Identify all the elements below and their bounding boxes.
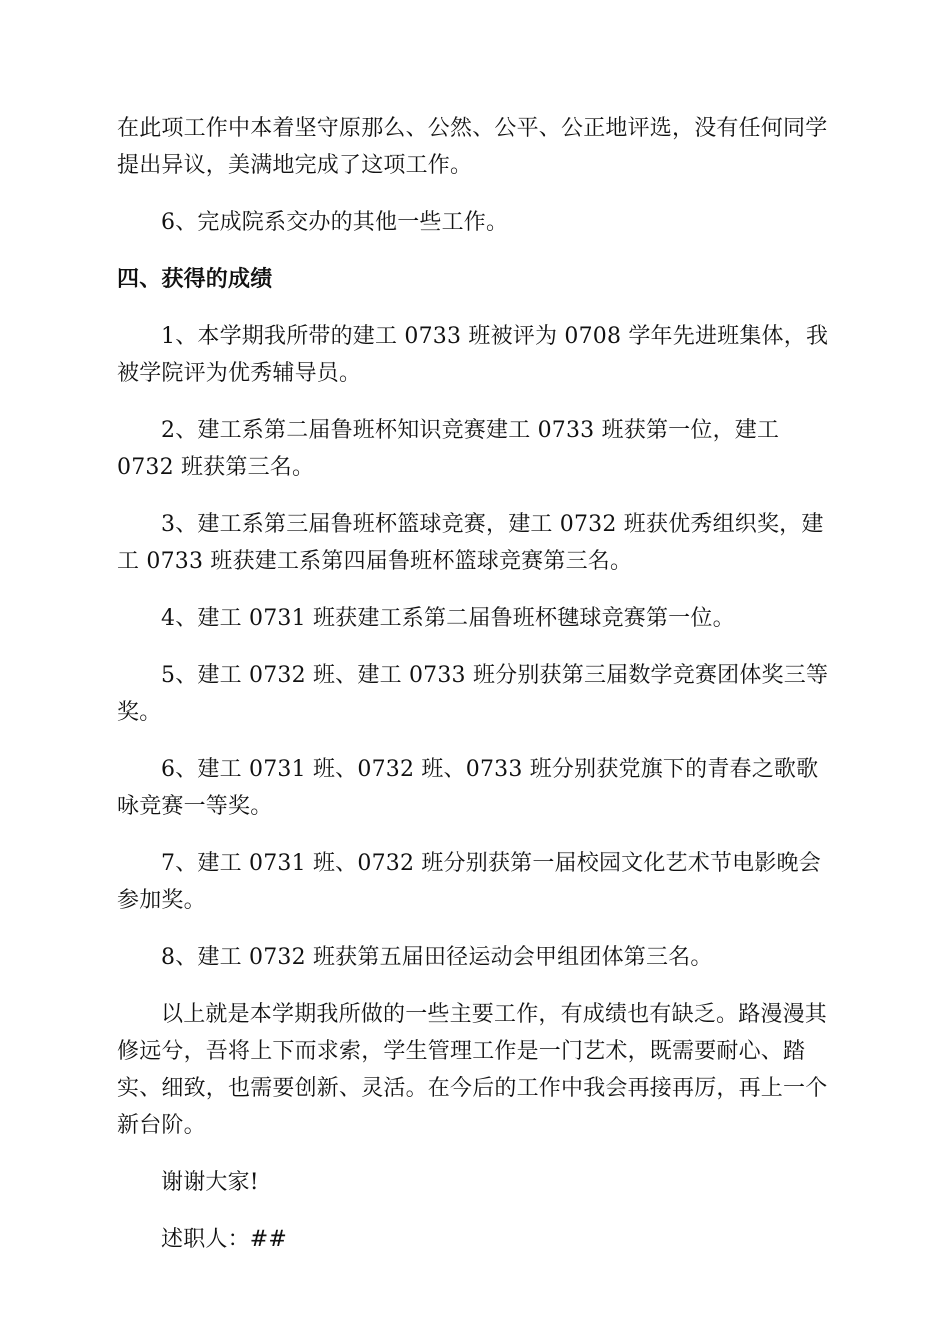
thanks-line: 谢谢大家! [161, 1170, 259, 1195]
achievement-item-7: 7、建工 0731 班、0732 班分别获第一届校园文化艺术节电影晚会参加奖。 [117, 851, 821, 913]
section-heading: 四、获得的成绩 [117, 267, 273, 292]
achievement-item-5: 5、建工 0732 班、建工 0733 班分别获第三届数学竞赛团体奖三等奖。 [117, 663, 829, 725]
signature-line: 述职人：## [161, 1227, 288, 1252]
achievement-item-2: 2、建工系第二届鲁班杯知识竞赛建工 0733 班获第一位，建工 0732 班获第三名。 [117, 418, 780, 480]
continued-paragraph: 在此项工作中本着坚守原那么、公然、公平、公正地评选，没有任何同学提出异议，美满地完成了这项工作。 [117, 116, 828, 178]
closing-paragraph: 以上就是本学期我所做的一些主要工作，有成绩也有缺乏。路漫漫其修远兮，吾将上下而求索，学生管理工作是一门艺术，既需要耐心、踏实、细致，也需要创新、灵活。在今后的工作中我会再接再厉，再上一个新台阶。 [117, 1002, 828, 1138]
document-page [117, 110, 837, 1278]
achievement-item-8: 8、建工 0732 班获第五届田径运动会甲组团体第三名。 [161, 945, 713, 970]
achievement-item-1: 1、本学期我所带的建工 0733 班被评为 0708 学年先进班集体，我被学院评为优秀辅导员。 [117, 324, 829, 386]
previous-item-6: 6、完成院系交办的其他一些工作。 [161, 210, 509, 235]
achievement-item-4: 4、建工 0731 班获建工系第二届鲁班杯毽球竞赛第一位。 [161, 606, 735, 631]
achievement-item-3: 3、建工系第三届鲁班杯篮球竞赛，建工 0732 班获优秀组织奖，建工 0733 班获建工系第四届鲁班杯篮球竞赛第三名。 [117, 512, 824, 574]
achievement-item-6: 6、建工 0731 班、0732 班、0733 班分别获党旗下的青春之歌歌咏竞赛一等奖。 [117, 757, 819, 819]
